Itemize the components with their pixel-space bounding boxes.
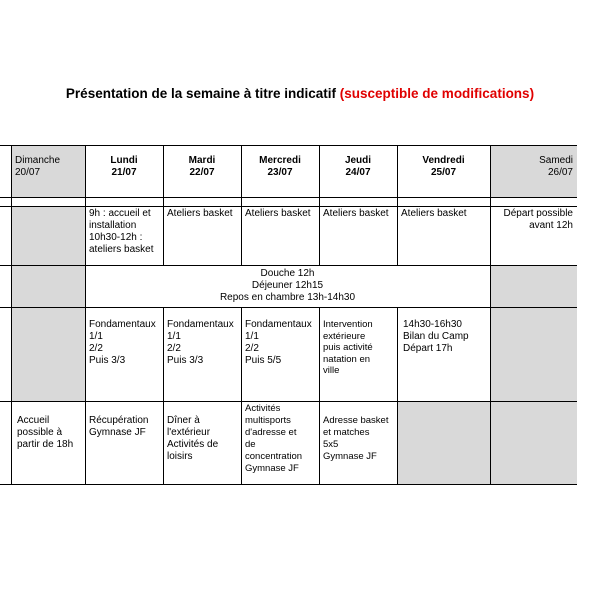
cell-text: Gymnase JF xyxy=(245,463,299,474)
day-name: Jeudi xyxy=(344,155,372,166)
table-rule xyxy=(163,307,164,485)
table-rule xyxy=(319,145,320,265)
cell-row1-jeudi xyxy=(319,206,397,265)
cell-row4-samedi xyxy=(490,401,577,484)
header-mercredi xyxy=(241,145,319,197)
header-lundi xyxy=(85,145,163,197)
day-date: 23/07 xyxy=(267,167,293,178)
cell-text: Douche 12h xyxy=(260,268,315,279)
header-jeudi xyxy=(319,145,397,197)
header-mardi xyxy=(163,145,241,197)
cell-row1-lundi xyxy=(85,206,163,265)
cell-text: Activités de xyxy=(167,439,219,450)
cell-row3-samedi xyxy=(490,307,577,401)
day-name: Mercredi xyxy=(259,155,301,166)
cell-text: Ateliers basket xyxy=(323,208,389,219)
cell-text: Intervention xyxy=(323,319,373,330)
cell-text: Dîner à xyxy=(167,415,200,426)
cell-row4-vendredi xyxy=(397,401,490,484)
cell-row4-jeudi xyxy=(319,401,397,484)
header-vendredi xyxy=(397,145,490,197)
cell-text: extérieure xyxy=(323,330,366,342)
cell-text: ateliers basket xyxy=(89,244,154,255)
cell-text: partir de 18h xyxy=(17,439,74,450)
cell-text: avant 12h xyxy=(529,220,573,231)
cell-text: Ateliers basket xyxy=(401,208,467,219)
cell-text: puis activité xyxy=(323,342,373,353)
day-name: Mardi xyxy=(188,155,216,166)
cell-text: Repos en chambre 13h-14h30 xyxy=(219,292,356,303)
cell-text: Gymnase JF xyxy=(323,451,377,462)
cell-text: Ateliers basket xyxy=(245,208,311,219)
cell-text: Départ possible xyxy=(503,208,573,219)
cell-text: loisirs xyxy=(167,451,193,462)
table-rule xyxy=(397,307,398,485)
title-note: (susceptible de modifications) xyxy=(339,86,535,101)
cell-row3-vendredi xyxy=(397,307,490,401)
table-rule xyxy=(85,145,86,485)
cell-text: Départ 17h xyxy=(403,343,453,354)
cell-text: Accueil xyxy=(17,415,50,426)
cell-text: installation xyxy=(89,220,137,231)
cell-text: concentration xyxy=(245,451,303,462)
cell-text: Puis 3/3 xyxy=(89,355,126,366)
cell-text: possible à xyxy=(17,427,63,438)
cell-text: multisports xyxy=(245,415,291,426)
cell-text: l'extérieur xyxy=(167,427,211,438)
cell-text: natation en xyxy=(323,353,371,365)
day-date: 22/07 xyxy=(189,167,215,178)
cell-row3-mardi xyxy=(163,307,241,401)
cell-row4-mardi xyxy=(163,401,241,484)
cell-row3-lundi xyxy=(85,307,163,401)
cell-text: 1/1 xyxy=(245,331,259,342)
day-date: 20/07 xyxy=(15,167,41,178)
cell-text: Fondamentaux xyxy=(245,319,312,330)
cell-text: Fondamentaux xyxy=(89,319,156,330)
cell-row2-samedi xyxy=(490,265,577,307)
table-rule xyxy=(241,307,242,485)
day-name: Vendredi xyxy=(422,155,465,166)
cell-text: Fondamentaux xyxy=(167,319,234,330)
day-date: 26/07 xyxy=(547,167,573,178)
cell-text: 1/1 xyxy=(167,331,181,342)
cell-text: et matches xyxy=(323,427,370,438)
day-name: Samedi xyxy=(539,155,573,166)
cell-text: 5x5 xyxy=(323,439,339,450)
header-samedi xyxy=(490,145,577,197)
day-date: 24/07 xyxy=(345,167,371,178)
cell-text: 10h30-12h : xyxy=(89,232,143,243)
cell-row3-mercredi xyxy=(241,307,319,401)
cell-text: 14h30-16h30 xyxy=(403,319,462,330)
day-date: 25/07 xyxy=(430,167,457,178)
cell-row4-lundi xyxy=(85,401,163,484)
table-rule xyxy=(241,145,242,265)
cell-row1-dimanche xyxy=(11,206,85,265)
cell-text: Déjeuner 12h15 xyxy=(251,280,324,291)
cell-text: 2/2 xyxy=(167,343,181,354)
header-dimanche xyxy=(11,145,85,197)
cell-text: Gymnase JF xyxy=(89,427,146,438)
cell-row1-mardi xyxy=(163,206,241,265)
cell-text: Bilan du Camp xyxy=(403,331,469,342)
cell-text: 9h : accueil et xyxy=(89,208,151,219)
day-name: Dimanche xyxy=(15,155,61,166)
cell-text: 1/1 xyxy=(89,331,103,342)
table-rule xyxy=(319,307,320,485)
cell-text: Activités xyxy=(245,403,281,414)
cell-row2-midi xyxy=(85,265,490,307)
cell-row3-dimanche xyxy=(11,307,85,401)
cell-text: Récupération xyxy=(89,415,149,426)
table-rule xyxy=(490,145,491,485)
table-rule xyxy=(163,145,164,265)
cell-text: Puis 3/3 xyxy=(167,355,204,366)
cell-text: Ateliers basket xyxy=(167,208,233,219)
cell-row1-vendredi xyxy=(397,206,490,265)
cell-text: ville xyxy=(323,365,340,376)
cell-text: 2/2 xyxy=(245,343,259,354)
cell-row2-dimanche xyxy=(11,265,85,307)
cell-text: d'adresse et xyxy=(245,427,297,438)
day-name: Lundi xyxy=(110,155,138,166)
title-main: Présentation de la semaine à titre indicatif xyxy=(65,86,337,101)
cell-row1-samedi xyxy=(490,206,577,265)
cell-text: Adresse basket xyxy=(323,415,389,426)
cell-row4-mercredi xyxy=(241,401,319,484)
cell-row4-dimanche xyxy=(11,401,85,484)
cell-row3-jeudi xyxy=(319,307,397,401)
table-rule xyxy=(397,145,398,265)
cell-text: de xyxy=(245,439,256,450)
table-rule xyxy=(11,145,12,485)
day-date: 21/07 xyxy=(111,167,137,178)
cell-text: Puis 5/5 xyxy=(245,355,282,366)
cell-row1-mercredi xyxy=(241,206,319,265)
cell-text: 2/2 xyxy=(89,343,103,354)
